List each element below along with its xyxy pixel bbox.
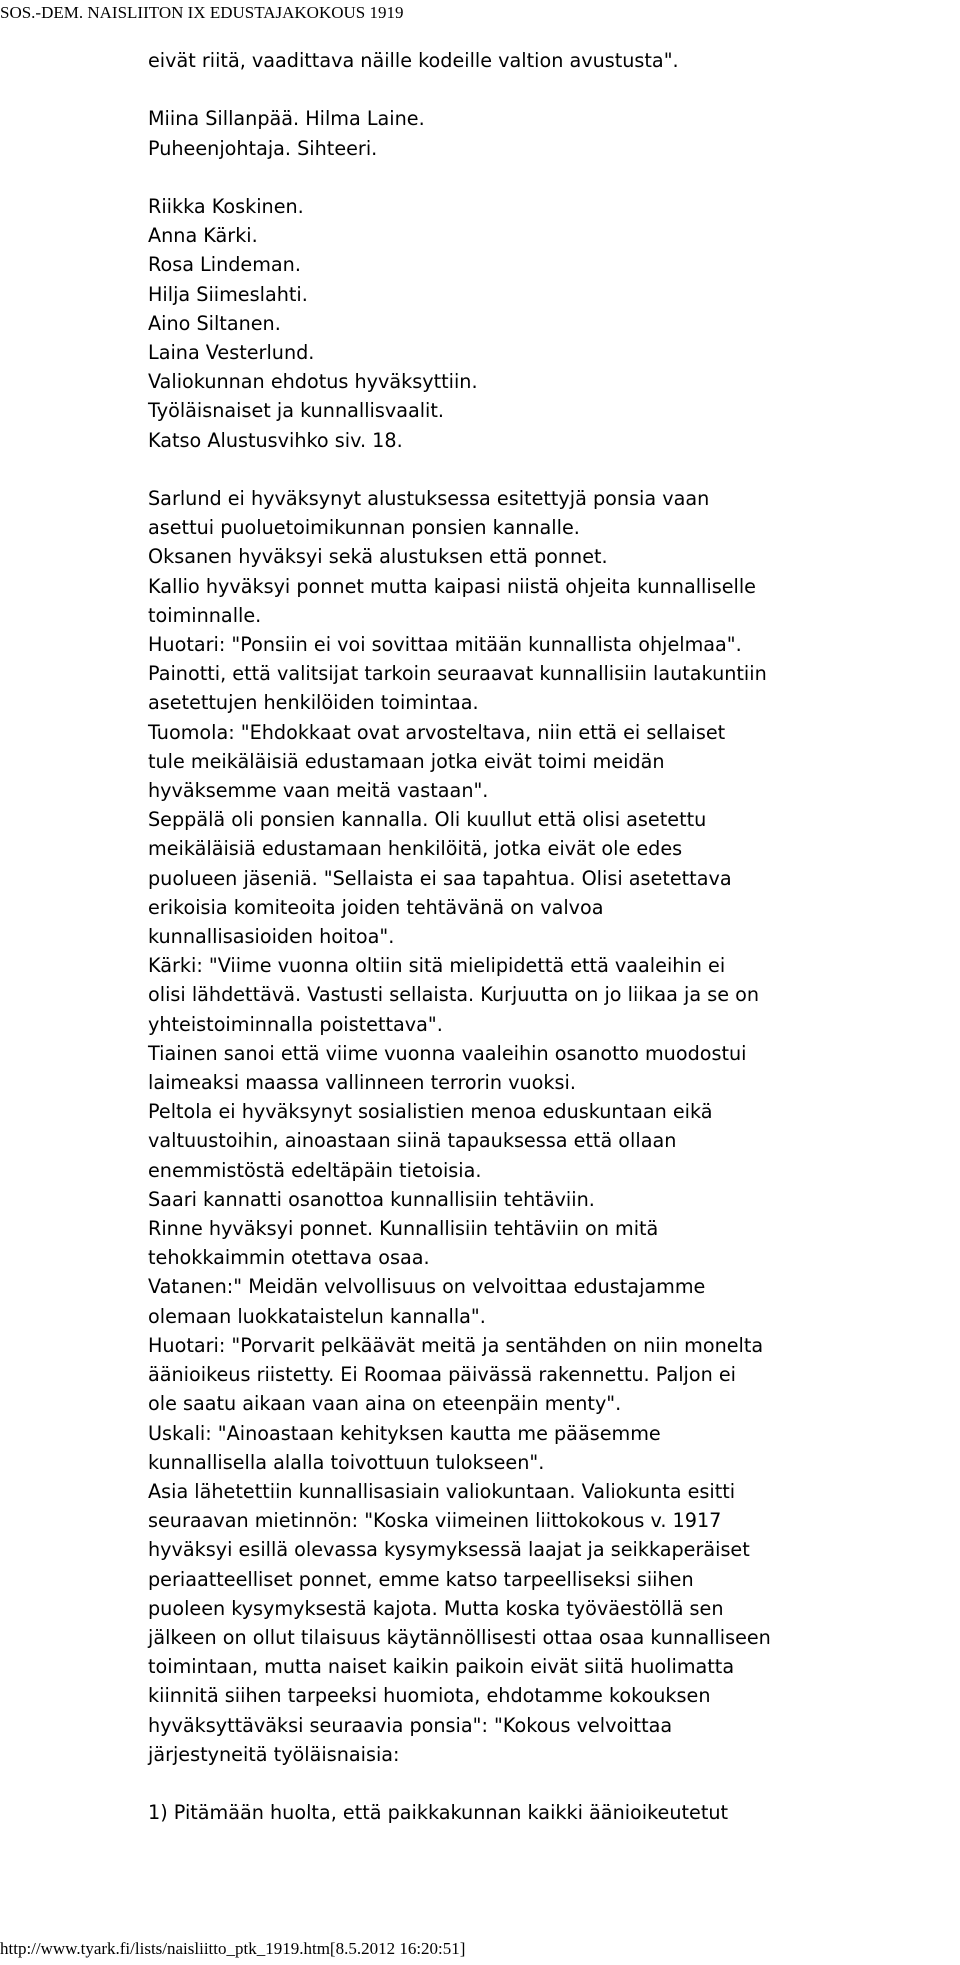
text-line: yhteistoiminnalla poistettava".	[148, 1012, 443, 1036]
text-line: Hilja Siimeslahti.	[148, 282, 308, 306]
text-line: kunnallisasioiden hoitoa".	[148, 925, 395, 949]
text-line: Painotti, että valitsijat tarkoin seuraavat kunnallisiin lautakuntiin	[148, 662, 767, 686]
text-line: periaatteelliset ponnet, emme katso tarpeelliseksi siihen	[148, 1567, 694, 1591]
text-line: erikoisia komiteoita joiden tehtävänä on valvoa	[148, 895, 604, 919]
text-line: ole saatu aikaan vaan aina on eteenpäin menty".	[148, 1392, 622, 1416]
text-line: enemmistöstä edeltäpäin tietoisia.	[148, 1158, 482, 1182]
text-line: Asia lähetettiin kunnallisasiain valiokuntaan. Valiokunta esitti	[148, 1479, 736, 1503]
text-line: Kärki: "Viime vuonna oltiin sitä mielipidettä että vaaleihin ei	[148, 954, 726, 978]
document-body	[148, 46, 958, 1827]
text-line: seuraavan mietinnön: "Koska viimeinen liittokokous v. 1917	[148, 1509, 722, 1533]
text-line: hyväksyttäväksi seuraavia ponsia": "Kokous velvoittaa	[148, 1713, 673, 1737]
text-line: tehokkaimmin otettava osaa.	[148, 1246, 430, 1270]
text-line: Aino Siltanen.	[148, 311, 281, 335]
text-line: Huotari: "Porvarit pelkäävät meitä ja sentähden on niin monelta	[148, 1333, 764, 1357]
text-line: Tuomola: "Ehdokkaat ovat arvosteltava, niin että ei sellaiset	[148, 720, 726, 744]
text-line: Miina Sillanpää. Hilma Laine.	[148, 107, 425, 131]
text-line: kiinnitä siihen tarpeeksi huomiota, ehdotamme kokouksen	[148, 1684, 711, 1708]
text-line: Katso Alustusvihko siv. 18.	[148, 428, 403, 452]
text-line: Vatanen:" Meidän velvollisuus on velvoittaa edustajamme	[148, 1275, 706, 1299]
text-line: jälkeen on ollut tilaisuus käytännöllisesti ottaa osaa kunnalliseen	[148, 1625, 771, 1649]
text-line: Rinne hyväksyi ponnet. Kunnallisiin tehtäviin on mitä	[148, 1217, 659, 1241]
page-footer-url: http://www.tyark.fi/lists/naisliitto_ptk_1919.htm[8.5.2012 16:20:51]	[0, 1939, 466, 1958]
text-line: hyväksyi esillä olevassa kysymyksessä laajat ja seikkaperäiset	[148, 1538, 750, 1562]
text-line: Valiokunnan ehdotus hyväksyttiin.	[148, 370, 478, 394]
text-line: Sarlund ei hyväksynyt alustuksessa esitettyjä ponsia vaan	[148, 487, 710, 510]
text-line: toimintaan, mutta naiset kaikin paikoin eivät siitä huolimatta	[148, 1655, 735, 1679]
text-line: Kallio hyväksyi ponnet mutta kaipasi niistä ohjeita kunnalliselle	[148, 574, 756, 598]
text-line: hyväksemme vaan meitä vastaan".	[148, 779, 489, 803]
text-line: puoleen kysymyksestä kajota. Mutta koska työväestöllä sen	[148, 1596, 724, 1620]
text-line: toiminnalle.	[148, 603, 262, 627]
text-line: kunnallisella alalla toivottuun tulokseen".	[148, 1450, 545, 1474]
text-line: laimeaksi maassa vallinneen terrorin vuoksi.	[148, 1071, 576, 1095]
page-header: SOS.-DEM. NAISLIITON IX EDUSTAJAKOKOUS 1919	[0, 3, 404, 22]
text-line: Laina Vesterlund.	[148, 341, 315, 364]
text-line: meikäläisiä edustamaan henkilöitä, jotka eivät ole edes	[148, 837, 683, 861]
text-line: puolueen jäseniä. "Sellaista ei saa tapahtua. Olisi asetettava	[148, 866, 732, 890]
text-line: asetettujen henkilöiden toimintaa.	[148, 691, 479, 715]
text-line: äänioikeus riistetty. Ei Roomaa päivässä rakennettu. Paljon ei	[148, 1363, 737, 1387]
text-line: eivät riitä, vaadittava näille kodeille valtion avustusta".	[148, 49, 679, 72]
text-line: Oksanen hyväksyi sekä alustuksen että ponnet.	[148, 545, 608, 569]
text-line: Peltola ei hyväksynyt sosialistien menoa eduskuntaan eikä	[148, 1100, 713, 1124]
text-line: tule meikäläisiä edustamaan jotka eivät toimi meidän	[148, 749, 665, 773]
text-line: olisi lähdettävä. Vastusti sellaista. Kurjuutta on jo liikaa ja se on	[148, 983, 760, 1007]
text-line: Tiainen sanoi että viime vuonna vaaleihin osanotto muodostui	[148, 1041, 747, 1065]
text-line: järjestyneitä työläisnaisia:	[148, 1742, 400, 1766]
text-line: valtuustoihin, ainoastaan siinä tapauksessa että ollaan	[148, 1129, 677, 1153]
text-line: asettui puoluetoimikunnan ponsien kannalle.	[148, 516, 580, 540]
text-line: Riikka Koskinen.	[148, 194, 304, 218]
text-line: 1) Pitämään huolta, että paikkakunnan kaikki äänioikeutetut	[148, 1801, 729, 1825]
text-line: Anna Kärki.	[148, 224, 258, 248]
text-line: Huotari: "Ponsiin ei voi sovittaa mitään kunnallista ohjelmaa".	[148, 633, 742, 657]
text-line: Työläisnaiset ja kunnallisvaalit.	[148, 399, 445, 423]
text-line: Rosa Lindeman.	[148, 253, 301, 277]
text-line: Saari kannatti osanottoa kunnallisiin tehtäviin.	[148, 1187, 595, 1211]
text-line: Puheenjohtaja. Sihteeri.	[148, 136, 378, 160]
text-line: Seppälä oli ponsien kannalla. Oli kuullut että olisi asetettu	[148, 808, 707, 832]
text-line: olemaan luokkataistelun kannalla".	[148, 1304, 486, 1328]
text-line: Uskali: "Ainoastaan kehityksen kautta me pääsemme	[148, 1421, 661, 1445]
